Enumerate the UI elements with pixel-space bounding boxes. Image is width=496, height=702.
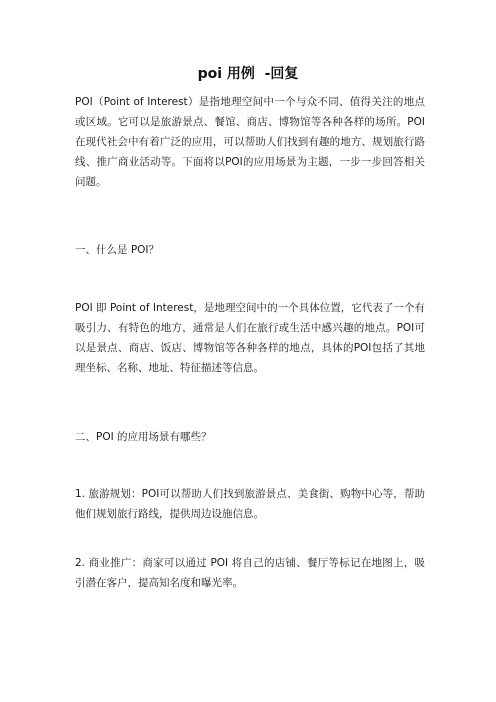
list-item-travel-planning: 1. 旅游规划：POI可以帮助人们找到旅游景点、美食街、购物中心等，帮助他们规划旅行路线，提供周边设施信息。 [75, 488, 425, 520]
intro-paragraph: POI（Point of Interest）是指地理空间中一个与众不同、值得关注的地点或区域。它可以是旅游景点、餐馆、商店、博物馆等各种各样的场所。POI在现代社会中有着广泛的应用，可以帮助人们找到有趣的地方、规划旅行路线、推广商业活动等。下面将以POI的应用场景为主题，一步一步回答相关问题。 [75, 96, 425, 188]
section-heading-poi-use-cases: 二、POI 的应用场景有哪些？ [75, 431, 212, 443]
list-item-business-promotion: 2. 商业推广：商家可以通过 POI 将自己的店铺、餐厅等标记在地图上，吸引潜在客户，提高知名度和曝光率。 [75, 557, 425, 589]
document-title: poi 用例 -回复 [197, 66, 299, 82]
section-heading-what-is-poi: 一、什么是 POI？ [75, 244, 160, 256]
section-body-what-is-poi: POI 即 Point of Interest，是地理空间中的一个具体位置，它代表了一个有吸引力、有特色的地方，通常是人们在旅行或生活中感兴趣的地点。POI可以是景点、商店、饭店、博物馆等各种各样的地点，具体的POI包括了其地理坐标、名称、地址、特征描述等信息。 [75, 302, 425, 374]
